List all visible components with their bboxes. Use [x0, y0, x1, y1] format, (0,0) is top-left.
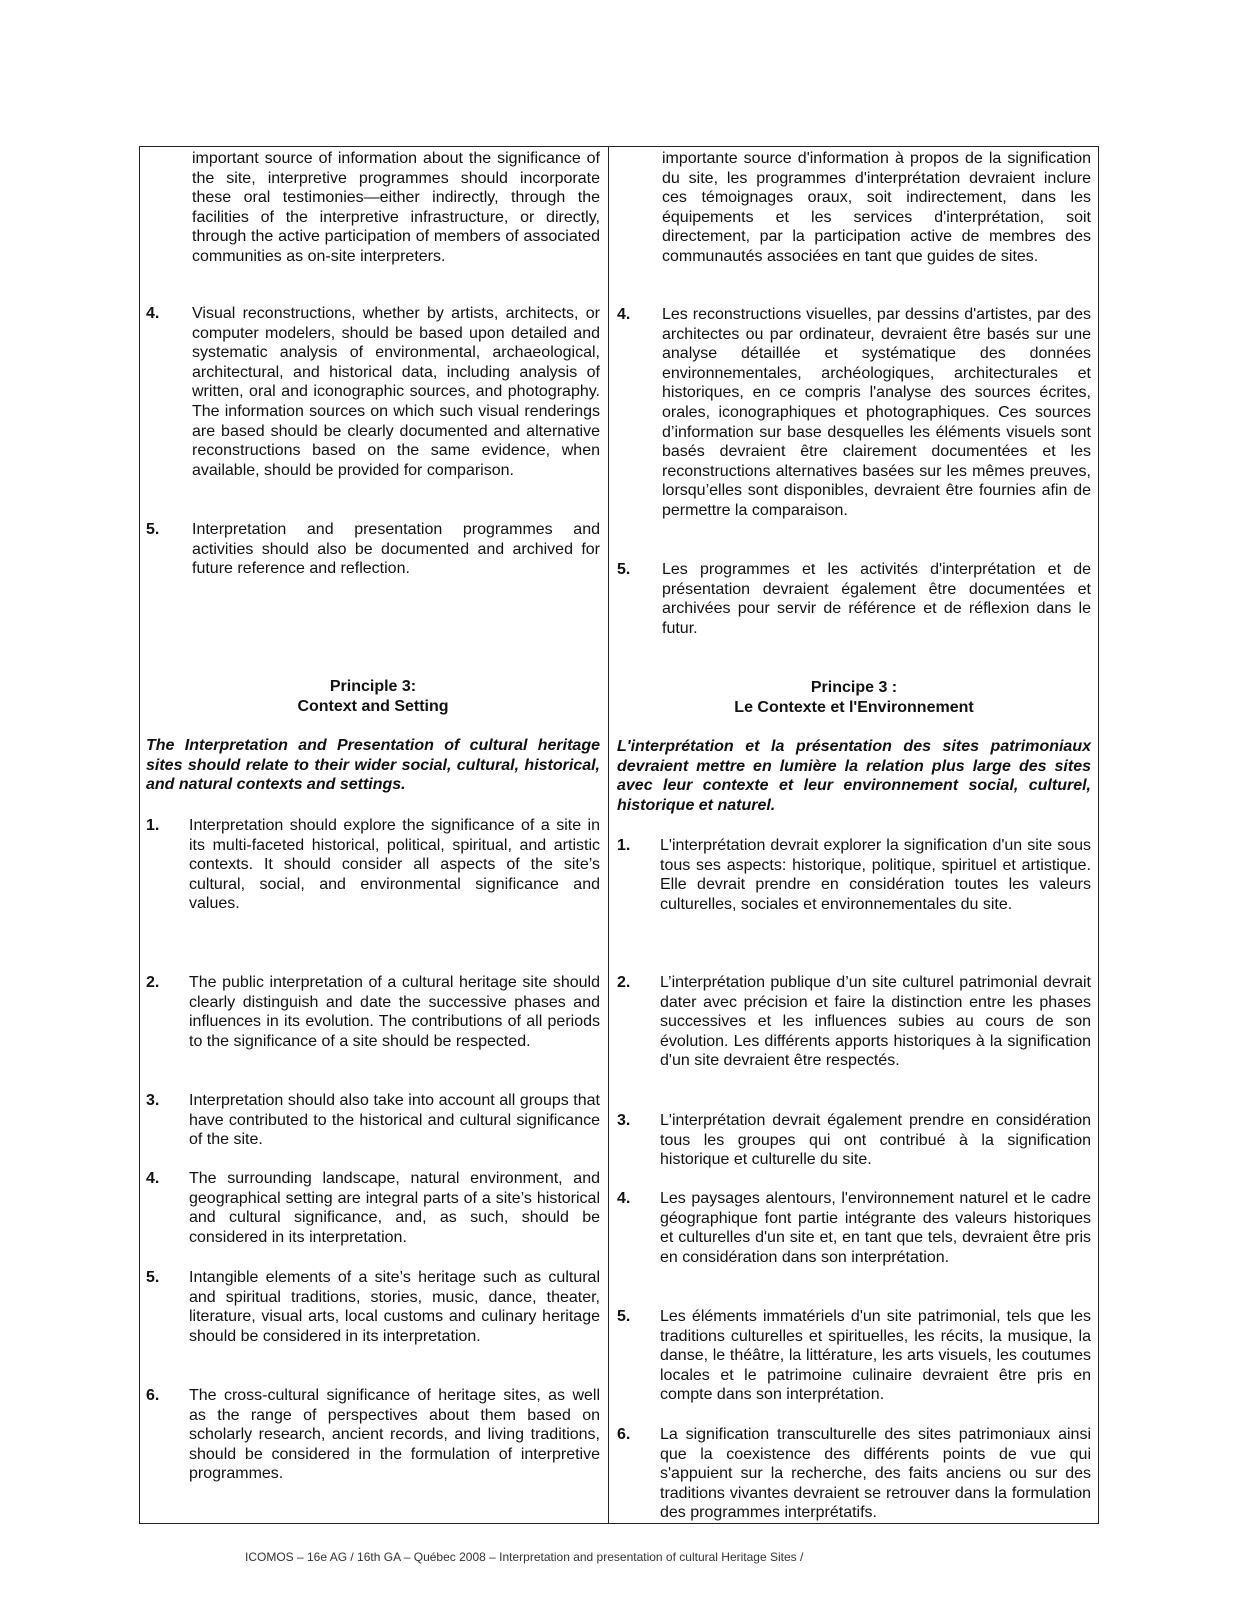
en-item-6: 6. The cross-cultural significance of heritage sites, as well as the range of perspectives about them based on scholarly research, ancient records, and living traditions, should be considered in the formulation of interpretive programmes.	[146, 1387, 600, 1483]
fr-item-2: 2. L’interprétation publique d’un site culturel patrimonial devrait dater avec précision et faire la distinction entre les phases successives et les influences subies au cours de son évolution. Les différents apports historiques à la signification d'un site devraient être respectés.	[617, 974, 1091, 1070]
en-item-4: 4. The surrounding landscape, natural environment, and geographical setting are integral parts of a site’s historical and cultural significance, and, as such, should be considered in its interpretation.	[146, 1170, 600, 1246]
en-item-5: 5. Intangible elements of a site’s heritage such as cultural and spiritual traditions, stories, music, dance, theater, literature, visual arts, local customs and culinary heritage should be considered in its interpretation.	[146, 1269, 600, 1345]
en-principle-heading	[146, 677, 600, 716]
page-footer: ICOMOS – 16e AG / 16th GA – Québec 2008 – Interpretation and presentation of cultural Heritage Sites /	[245, 1550, 804, 1564]
en-principle-lead: The Interpretation and Presentation of cultural heritage sites should relate to their wider social, cultural, historical, and natural contexts and settings.	[146, 737, 600, 794]
fr-item-top-4: 4. Les reconstructions visuelles, par dessins d'artistes, par des architectes ou par ordinateur, devraient être basés sur une analyse détaillée et systématique des données environnementales, archéologiques, architecturales et historiques, en ce compris l'analyse des sources écrites, orales, iconographiques et photographiques. Ces sources d’information sur base desquelles les éléments visuels sont basés devraient être clairement documentées et les reconstructions alternatives basées sur les mêmes preuves, lorsqu’elles sont disponibles, devraient être fournies afin de permettre la comparaison.	[617, 306, 1091, 519]
en-item-top-5: 5. Interpretation and presentation programmes and activities should also be documented and archived for future reference and reflection.	[146, 521, 600, 578]
fr-item-1: 1. L'interprétation devrait explorer la signification d'un site sous tous ses aspects: historique, politique, spirituel et artistique. Elle devrait prendre en considération toutes les valeurs culturelles, sociales et environnementales du site.	[617, 837, 1091, 913]
fr-item-5: 5. Les éléments immatériels d'un site patrimonial, tels que les traditions culturelles et spirituelles, les récits, la musique, la danse, le théâtre, la littérature, les arts visuels, les coutumes locales et le patrimoine culinaire devraient être pris en compte dans son interprétation.	[617, 1308, 1091, 1404]
en-principle-subtitle: Context and Setting	[297, 697, 449, 715]
en-item-top-4: 4. Visual reconstructions, whether by artists, architects, or computer modelers, should be based upon detailed and systematic analysis of environmental, archaeological, architectural, and historical data, including analysis of written, oral and iconographic sources, and photography. The information sources on which such visual renderings are based should be clearly documented and alternative reconstructions based on the same evidence, when available, should be provided for comparison.	[146, 305, 600, 479]
bilingual-table	[139, 146, 1099, 1524]
en-principle-title: Principle 3:	[329, 678, 417, 695]
fr-item-4: 4. Les paysages alentours, l'environnement naturel et le cadre géographique font partie intégrante des valeurs historiques et culturelles d'un site et, en tant que tels, devraient être pris en considération dans son interprétation.	[617, 1190, 1091, 1266]
fr-principle-lead: L'interprétation et la présentation des sites patrimoniaux devraient mettre en lumière la relation plus large des sites avec leur contexte et leur environnement social, culturel, historique et naturel.	[617, 738, 1091, 814]
fr-item-6: 6. La signification transculturelle des sites patrimoniaux ainsi que la coexistence des différents points de vue qui s'appuient sur la recherche, des faits anciens ou sur des traditions vivantes devraient se retrouver dans la formulation des programmes interprétatifs.	[617, 1426, 1091, 1522]
fr-item-3: 3. L'interprétation devrait également prendre en considération tous les groupes qui ont contribué à la signification historique et culturelle du site.	[617, 1112, 1091, 1169]
column-divider	[608, 147, 609, 1523]
fr-continuation: importante source d'information à propos de la signification du site, les programmes d'interprétation devraient inclure ces témoignages oraux, soit indirectement, dans les équipements et les services d'interprétation, soit directement, par la participation active de membres des communautés associées en tant que guides de sites.	[662, 150, 1091, 265]
en-item-1: 1. Interpretation should explore the significance of a site in its multi-faceted historical, political, spiritual, and artistic contexts. It should consider all aspects of the site’s cultural, social, and environmental significance and values.	[146, 817, 600, 913]
en-continuation: important source of information about the significance of the site, interpretive programmes should incorporate these oral testimonies—either indirectly, through the facilities of the interpretive infrastructure, or directly, through the active participation of members of associated communities as on-site interpreters.	[192, 150, 600, 265]
fr-principle-heading	[617, 678, 1091, 717]
fr-principle-title: Principe 3 :	[810, 679, 898, 696]
en-item-2: 2. The public interpretation of a cultural heritage site should clearly distinguish and date the successive phases and influences in its evolution. The contributions of all periods to the significance of a site should be respected.	[146, 974, 600, 1050]
en-item-3: 3. Interpretation should also take into account all groups that have contributed to the historical and cultural significance of the site.	[146, 1092, 600, 1149]
fr-principle-subtitle: Le Contexte et l'Environnement	[734, 698, 974, 716]
fr-item-top-5: 5. Les programmes et les activités d'interprétation et de présentation devraient également être documentées et archivées pour servir de référence et de réflexion dans le futur.	[617, 561, 1091, 637]
